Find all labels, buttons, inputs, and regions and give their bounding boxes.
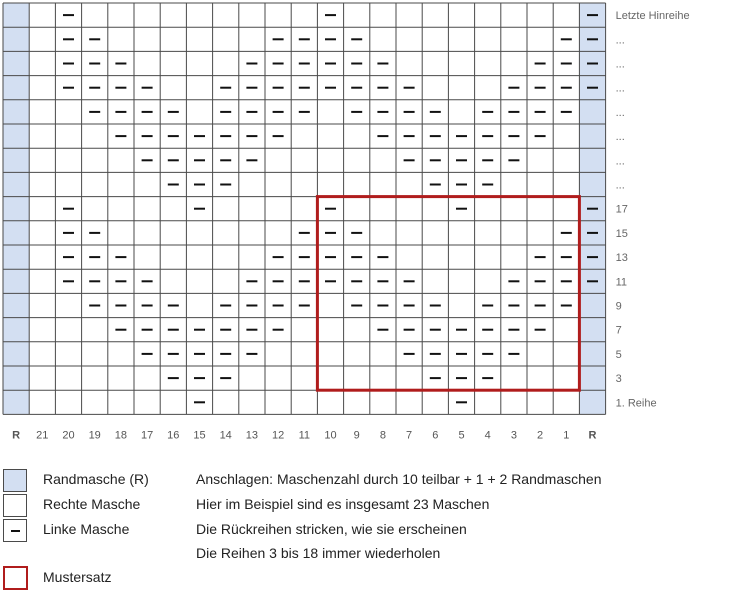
row-label: ... [615,82,625,95]
purl-swatch [3,519,27,542]
row-label: ... [615,155,625,168]
column-label: 6 [432,429,439,442]
column-label: 18 [114,429,128,442]
column-label: 1 [563,429,570,442]
column-label: 14 [219,429,232,442]
legend [0,462,740,592]
column-label: R [12,429,21,442]
column-label: 17 [140,429,154,442]
column-label: 5 [458,429,465,442]
legend-rand-label: Randmasche (R) [43,471,149,487]
row-label: ... [615,34,625,47]
note-repeat: Die Reihen 3 bis 18 immer wiederholen [196,545,441,561]
row-label: ... [615,106,625,119]
column-label: 4 [484,429,491,442]
legend-purl [0,517,27,543]
legend-purl-label: Linke Masche [43,521,130,537]
column-label: 9 [353,429,360,442]
legend-rand [0,467,27,493]
row-label: 11 [615,276,628,289]
row-label: 5 [615,348,622,361]
legend-knit-label: Rechte Masche [43,496,141,512]
legend-knit [0,492,27,518]
column-label: 7 [406,429,413,442]
column-label: 12 [271,429,285,442]
row-label: 13 [615,252,628,265]
row-label: 15 [615,227,628,240]
column-label: 2 [537,429,544,442]
column-label: 13 [245,429,259,442]
row-label: ... [615,179,625,192]
column-label: 15 [193,429,206,442]
note-cast-on: Anschlagen: Maschenzahl durch 10 teilbar + 1 + 2 Randmaschen [196,471,602,487]
column-label: 19 [88,429,101,442]
row-label: ... [615,58,625,71]
row-label: 3 [615,373,622,386]
legend-motif-label: Mustersatz [43,569,112,585]
column-label: 11 [298,429,311,442]
row-label: ... [615,131,625,144]
note-example: Hier im Beispiel sind es insgesamt 23 Maschen [196,496,490,512]
column-label: 16 [167,429,180,442]
column-label: 21 [36,429,49,442]
column-label: 20 [62,429,75,442]
note-wrong-side: Die Rückreihen stricken, wie sie erscheinen [196,521,467,537]
column-label: 3 [510,429,517,442]
row-label: 9 [615,300,622,313]
edge-column-left [3,3,29,414]
legend-motif [0,565,28,591]
column-label: R [588,429,597,442]
row-label: 7 [615,324,622,337]
row-label: 1. Reihe [615,397,657,410]
column-label: 10 [324,429,337,442]
column-label: 8 [379,429,386,442]
rand-swatch [3,469,27,492]
row-label: 17 [615,203,628,216]
knit-swatch [3,494,27,517]
motif-swatch [3,566,28,590]
row-label: Letzte Hinreihe [615,10,690,23]
